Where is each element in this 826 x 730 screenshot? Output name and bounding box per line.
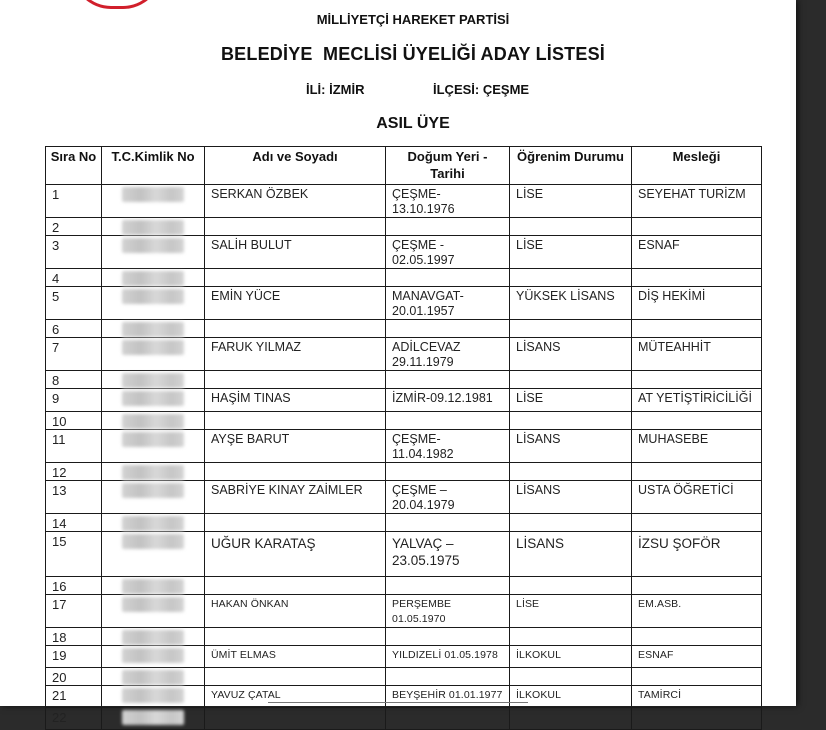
redacted-id (122, 516, 184, 531)
birth-cell: İZMİR-09.12.1981 (386, 389, 510, 412)
row-number: 14 (46, 514, 102, 532)
birth-cell: ÇEŞME - 02.05.1997 (386, 236, 510, 269)
birth-cell: ÇEŞME- 11.04.1982 (386, 430, 510, 463)
tc-kimlik-cell (102, 287, 205, 320)
job-cell: MÜTEAHHİT (632, 338, 762, 371)
header-meslegi: Mesleği (632, 147, 762, 185)
row-number: 6 (46, 320, 102, 338)
row-number: 2 (46, 218, 102, 236)
redacted-id (122, 534, 184, 549)
job-cell: MUHASEBE (632, 430, 762, 463)
job-cell (632, 514, 762, 532)
redacted-id (122, 414, 184, 429)
row-number: 8 (46, 371, 102, 389)
row-number: 15 (46, 532, 102, 577)
name-cell: AYŞE BARUT (205, 430, 386, 463)
education-cell (510, 668, 632, 686)
tc-kimlik-cell (102, 463, 205, 481)
birth-cell: YILDIZELİ 01.05.1978 (386, 646, 510, 668)
job-cell (632, 708, 762, 730)
education-cell (510, 708, 632, 730)
row-number: 9 (46, 389, 102, 412)
redacted-id (122, 670, 184, 685)
tc-kimlik-cell (102, 628, 205, 646)
redacted-id (122, 710, 184, 725)
name-cell: SABRİYE KINAY ZAİMLER (205, 481, 386, 514)
redacted-id (122, 289, 184, 304)
redacted-id (122, 391, 184, 406)
table-row (46, 430, 762, 463)
birth-cell (386, 218, 510, 236)
row-number: 12 (46, 463, 102, 481)
table-row (46, 218, 762, 236)
name-cell (205, 668, 386, 686)
table-row (46, 686, 762, 708)
row-number: 18 (46, 628, 102, 646)
tc-kimlik-cell (102, 412, 205, 430)
redacted-id (122, 579, 184, 594)
education-cell (510, 412, 632, 430)
tc-kimlik-cell (102, 514, 205, 532)
table-body (46, 185, 762, 730)
tc-kimlik-cell (102, 430, 205, 463)
table-row (46, 595, 762, 628)
section-title: ASIL ÜYE (376, 115, 450, 132)
name-cell (205, 371, 386, 389)
name-cell: EMİN YÜCE (205, 287, 386, 320)
party-logo (72, 0, 162, 9)
tc-kimlik-cell (102, 686, 205, 708)
redacted-id (122, 648, 184, 663)
education-cell (510, 463, 632, 481)
row-number: 3 (46, 236, 102, 269)
table-row (46, 514, 762, 532)
birth-cell: MANAVGAT- 20.01.1957 (386, 287, 510, 320)
name-cell (205, 218, 386, 236)
redacted-id (122, 340, 184, 355)
tc-kimlik-cell (102, 185, 205, 218)
redacted-id (122, 630, 184, 645)
table-row (46, 236, 762, 269)
birth-cell (386, 269, 510, 287)
birth-cell (386, 514, 510, 532)
birth-cell (386, 320, 510, 338)
job-cell (632, 463, 762, 481)
document-title: BELEDİYE MECLİSİ ÜYELİĞİ ADAY LİSTESİ (220, 44, 605, 64)
redacted-id (122, 597, 184, 612)
table-row (46, 463, 762, 481)
name-cell: HAŞİM TINAS (205, 389, 386, 412)
party-name: MİLLİYETÇİ HAREKET PARTİSİ (316, 12, 510, 27)
row-number: 7 (46, 338, 102, 371)
row-number: 11 (46, 430, 102, 463)
job-cell: ESNAF (632, 236, 762, 269)
redacted-id (122, 432, 184, 447)
birth-cell (386, 668, 510, 686)
row-number: 4 (46, 269, 102, 287)
name-cell: ÜMİT ELMAS (205, 646, 386, 668)
job-cell (632, 577, 762, 595)
table-row (46, 338, 762, 371)
row-number: 19 (46, 646, 102, 668)
redacted-id (122, 271, 184, 286)
table-row (46, 185, 762, 218)
header-tc-kimlik-no: T.C.Kimlik No (102, 147, 205, 185)
name-cell (205, 514, 386, 532)
education-cell: LİSE (510, 185, 632, 218)
redacted-id (122, 465, 184, 480)
tc-kimlik-cell (102, 708, 205, 730)
tc-kimlik-cell (102, 218, 205, 236)
name-cell (205, 463, 386, 481)
table-row (46, 389, 762, 412)
education-cell: LİSANS (510, 532, 632, 577)
education-cell (510, 628, 632, 646)
redacted-id (122, 187, 184, 202)
education-cell (510, 514, 632, 532)
education-cell: İLKOKUL (510, 646, 632, 668)
tc-kimlik-cell (102, 668, 205, 686)
redacted-id (122, 238, 184, 253)
name-cell (205, 628, 386, 646)
table-row (46, 481, 762, 514)
tc-kimlik-cell (102, 481, 205, 514)
table-row (46, 708, 762, 730)
birth-cell: YALVAÇ – 23.05.1975 (386, 532, 510, 577)
row-number: 21 (46, 686, 102, 708)
table-row (46, 668, 762, 686)
education-cell (510, 577, 632, 595)
header-adi-soyadi: Adı ve Soyadı (205, 147, 386, 185)
education-cell: LİSE (510, 236, 632, 269)
redacted-id (122, 220, 184, 235)
education-cell: LİSE (510, 389, 632, 412)
row-number: 1 (46, 185, 102, 218)
candidate-table (45, 146, 762, 730)
name-cell: SERKAN ÖZBEK (205, 185, 386, 218)
name-cell (205, 412, 386, 430)
job-cell (632, 412, 762, 430)
birth-cell (386, 371, 510, 389)
name-cell (205, 577, 386, 595)
education-cell (510, 371, 632, 389)
education-cell (510, 320, 632, 338)
birth-cell (386, 577, 510, 595)
name-cell (205, 269, 386, 287)
row-number: 22 (46, 708, 102, 730)
signature-line (268, 702, 528, 703)
table-row (46, 628, 762, 646)
tc-kimlik-cell (102, 320, 205, 338)
birth-cell: BEYŞEHİR 01.01.1977 (386, 686, 510, 708)
education-cell: İLKOKUL (510, 686, 632, 708)
job-cell (632, 371, 762, 389)
birth-cell (386, 708, 510, 730)
redacted-id (122, 688, 184, 703)
table-row (46, 577, 762, 595)
header-sira-no: Sıra No (46, 147, 102, 185)
name-cell (205, 708, 386, 730)
province-label: İLİ: İZMİR (306, 82, 365, 97)
birth-cell (386, 463, 510, 481)
tc-kimlik-cell (102, 269, 205, 287)
education-cell: LİSANS (510, 338, 632, 371)
row-number: 20 (46, 668, 102, 686)
tc-kimlik-cell (102, 338, 205, 371)
job-cell: İZSU ŞOFÖR (632, 532, 762, 577)
row-number: 5 (46, 287, 102, 320)
job-cell: DİŞ HEKİMİ (632, 287, 762, 320)
header-dogum-yeri-tarihi: Doğum Yeri - Tarihi (386, 147, 510, 185)
tc-kimlik-cell (102, 389, 205, 412)
table-row (46, 269, 762, 287)
table-row (46, 371, 762, 389)
district-label: İLÇESİ: ÇEŞME (433, 82, 530, 97)
job-cell: TAMİRCİ (632, 686, 762, 708)
name-cell: YAVUZ ÇATAL (205, 686, 386, 708)
row-number: 17 (46, 595, 102, 628)
job-cell (632, 628, 762, 646)
birth-cell: ÇEŞME – 20.04.1979 (386, 481, 510, 514)
job-cell (632, 320, 762, 338)
birth-cell (386, 412, 510, 430)
job-cell: AT YETİŞTİRİCİLİĞİ (632, 389, 762, 412)
redacted-id (122, 322, 184, 337)
tc-kimlik-cell (102, 646, 205, 668)
header-ogrenim-durumu: Öğrenim Durumu (510, 147, 632, 185)
name-cell: SALİH BULUT (205, 236, 386, 269)
education-cell: LİSANS (510, 481, 632, 514)
name-cell (205, 320, 386, 338)
job-cell: USTA ÖĞRETİCİ (632, 481, 762, 514)
education-cell: LİSANS (510, 430, 632, 463)
name-cell: HAKAN ÖNKAN (205, 595, 386, 628)
job-cell: SEYEHAT TURİZM (632, 185, 762, 218)
redacted-id (122, 483, 184, 498)
tc-kimlik-cell (102, 595, 205, 628)
education-cell: YÜKSEK LİSANS (510, 287, 632, 320)
row-number: 10 (46, 412, 102, 430)
row-number: 16 (46, 577, 102, 595)
tc-kimlik-cell (102, 577, 205, 595)
table-header-row (46, 147, 762, 185)
row-number: 13 (46, 481, 102, 514)
table-row (46, 287, 762, 320)
job-cell (632, 668, 762, 686)
education-cell (510, 269, 632, 287)
table-row (46, 532, 762, 577)
tc-kimlik-cell (102, 371, 205, 389)
table-row (46, 646, 762, 668)
tc-kimlik-cell (102, 532, 205, 577)
education-cell: LİSE (510, 595, 632, 628)
birth-cell: ÇEŞME- 13.10.1976 (386, 185, 510, 218)
job-cell: EM.ASB. (632, 595, 762, 628)
name-cell: FARUK YILMAZ (205, 338, 386, 371)
tc-kimlik-cell (102, 236, 205, 269)
birth-cell (386, 628, 510, 646)
redacted-id (122, 373, 184, 388)
birth-cell: PERŞEMBE 01.05.1970 (386, 595, 510, 628)
job-cell: ESNAF (632, 646, 762, 668)
education-cell (510, 218, 632, 236)
table-row (46, 320, 762, 338)
table-row (46, 412, 762, 430)
job-cell (632, 218, 762, 236)
name-cell: UĞUR KARATAŞ (205, 532, 386, 577)
birth-cell: ADİLCEVAZ 29.11.1979 (386, 338, 510, 371)
job-cell (632, 269, 762, 287)
